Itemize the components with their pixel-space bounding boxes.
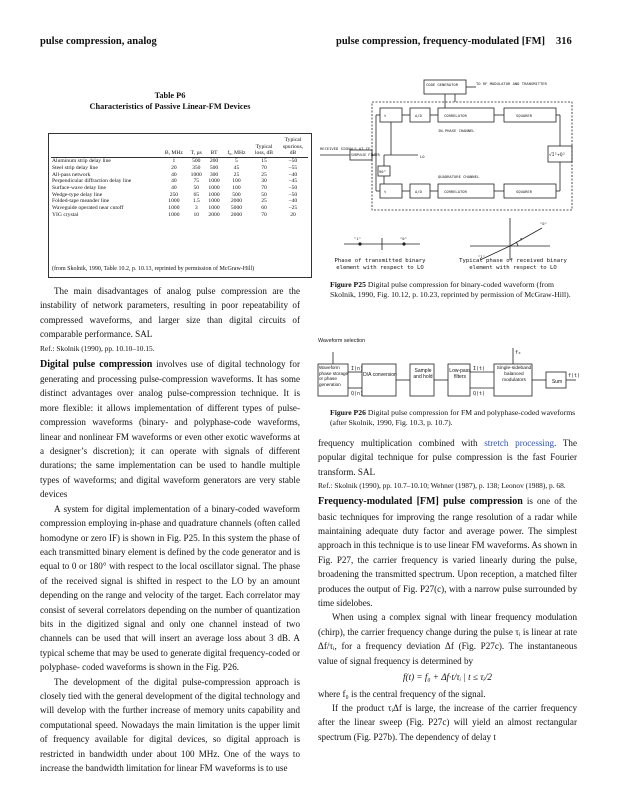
paragraph: If the product τᵢΔf is large, the increase of the carrier frequency after the linear sweep (Fig. P27c) will yield an almost rectangular spectrum (Fig. P27b). The dependency of delay t (318, 702, 577, 742)
code-generator-label: CODE GENERATOR (426, 82, 459, 87)
qn-label: Q(n) (351, 391, 364, 397)
subpulse-filter-label: SUBPULSE FILTER (351, 153, 380, 157)
table-cell: 25 (261, 198, 267, 205)
table-row (51, 212, 308, 219)
table-cell: 60 (261, 205, 267, 212)
paragraph (40, 357, 300, 502)
table-cell: 65 (193, 191, 200, 198)
device-name-cell: Wedge-type delay line (52, 191, 103, 198)
table-cell: –40 (288, 198, 298, 205)
device-name-cell: Perpendicular diffraction delay line (52, 178, 132, 185)
table-cell: 100 (232, 184, 241, 191)
table-cell: 350 (192, 164, 201, 171)
caption-text: Digital pulse compression for binary-coded waveform (from Skolnik, 1990, Fig. 10.12, p. 10.23, reprinted by permission of McGraw-Hill). (330, 280, 571, 300)
ad-2-label: A/D (415, 189, 422, 194)
paragraph: A system for digital implementation of a binary-coded waveform compression employing in-phase and quadrature channels (often called homodyne or zero IF) is shown in Fig. P25. In this system the phase of each transmitted binary element is defined by the code generator and is equal to 0 or 180° with respect to the local oscillator signal. The phase of the received signal is shifted in respect to the LO by an amount depending on the range and velocity of the target. Each correlator may consist of several correlators depending on the number of quantization bits in the digitized signal and only one channel instead of two channels can be used that will insert an average loss about 3 dB. A typical scheme that may be used to generate digital frequency-coded or polyphase- coded waveforms is shown in the Fig. P26. (40, 503, 300, 673)
equation: f(t) = f₀ + Δf·t/τᵢ | t ≤ τᵢ/2 (403, 672, 492, 683)
device-name-cell: All-pass network (52, 171, 91, 178)
phasor-one-label: "1" (354, 236, 361, 241)
table-cell: 70 (261, 164, 267, 171)
table-cell: 5000 (230, 205, 243, 212)
magnitude-label: √I²+Q² (549, 153, 566, 158)
tdet-2-label: t (384, 189, 387, 194)
ssb-label: Single-sideband balanced modulators (496, 366, 532, 383)
table-cell: 500 (209, 164, 219, 171)
phasor-caption-right: Typical phase of received binary element with respect to LO (459, 258, 567, 271)
device-name-cell: Aluminum strip delay line (52, 158, 111, 165)
col-t: T, µs (187, 137, 205, 158)
device-name-cell: YIG crystal (52, 211, 79, 218)
term: Frequency-modulated [FM] pulse compression (318, 496, 523, 508)
table-cell: 25 (261, 171, 267, 178)
figure-p25-caption (330, 280, 580, 300)
table-cell: 15 (261, 158, 267, 165)
table-cell: –50 (288, 184, 298, 191)
device-name-cell: Waveguide operated near cutoff (52, 205, 124, 212)
paragraph-text: frequency multiplication combined with (318, 438, 485, 448)
table-cell: 40 (171, 171, 177, 178)
caption-label: Figure P26 (330, 408, 366, 417)
page-number: 316 (556, 36, 572, 47)
col-spur: Typical spurious, dB (278, 137, 308, 158)
paragraph-text: is one of the basic techniques for improving the range resolution of a radar while maintaining adequate duty factor and average power. The simplest approach in this technique is to use linear FM waveforms. As shown in Fig. P27, the carrier frequency is varied linearly during the pulse, broadening the transmitted spectrum. Upon reception, a matched filter produces the output of Fig. P27(c), with a narrow pulse surrounded by time sidelobes. (318, 496, 577, 609)
characteristics-table (51, 137, 308, 218)
correlator-2-label: CORRELATOR (444, 189, 467, 194)
it-label: I(t) (473, 366, 486, 372)
da-label: D/A conversion (363, 372, 397, 378)
table-cell: 1000 (190, 171, 202, 178)
table-header-row (51, 137, 308, 158)
table-cell: 30 (261, 178, 267, 185)
table-cell: 1.5 (192, 198, 200, 205)
table-cell: 1000 (208, 191, 220, 198)
phasor-one-2-label: "1" (478, 254, 485, 259)
table-cell: 1000 (208, 198, 220, 205)
running-header-left: pulse compression, analog (40, 36, 157, 47)
paragraph (318, 436, 577, 479)
figure-p26-caption (330, 408, 580, 428)
table-cell: 1000 (208, 205, 220, 212)
table-cell: 2000 (208, 211, 220, 218)
device-name-cell: Surface-wave delay line (52, 184, 107, 191)
col-f0: f₀, MHz (223, 137, 250, 158)
squarer-2-label: SQUARER (516, 189, 533, 194)
f0-label: f₀ (515, 350, 522, 356)
table-cell: 40 (171, 184, 177, 191)
table-row (51, 192, 308, 199)
table-cell: –55 (288, 164, 298, 171)
left-column (40, 284, 300, 775)
table-cell: –45 (288, 178, 298, 185)
paragraph-text: . The popular digital technique for pulse compression is the fast Fourier transform. SAL (318, 438, 577, 477)
in-label: I(n) (351, 366, 364, 372)
figure-p25-diagram (320, 78, 578, 258)
table-cell: 1000 (168, 198, 180, 205)
table-cell: 100 (232, 178, 241, 185)
received-signals-label: RECEIVED SIGNALS AT IF (320, 146, 371, 151)
table-cell: 1000 (168, 205, 180, 212)
table-row (51, 178, 308, 185)
table-cell: –25 (288, 205, 298, 212)
table-cell: 70 (261, 211, 267, 218)
table-note: (from Skolnik, 1990, Table 10.2, p. 10.13, reprinted by permission of McGraw-Hill) (52, 266, 255, 272)
tdet-1-label: t (384, 113, 387, 118)
stretch-processing-link[interactable]: stretch processing (484, 438, 555, 448)
table-cell: 70 (261, 184, 267, 191)
phasor-zero-label: "0" (400, 236, 407, 241)
table-cell: 1 (172, 158, 176, 165)
table-title: Characteristics of Passive Linear-FM Devices (89, 102, 251, 111)
ad-1-label: A/D (415, 113, 422, 118)
correlator-1-label: CORRELATOR (444, 113, 467, 118)
phase-storage-label: Waveform phase storage or phase generation (319, 365, 349, 387)
table-cell: 50 (193, 184, 200, 191)
table-row (51, 165, 308, 172)
da-block (362, 364, 396, 396)
figure-p26-diagram (318, 336, 581, 416)
quadrature-label: QUADRATURE CHANNEL (438, 174, 480, 179)
phase-shift-label: 90° (379, 169, 386, 174)
table-cell: 1000 (168, 211, 180, 218)
table-cell: 25 (233, 171, 240, 178)
paragraph: The development of the digital pulse-compression approach is closely tied with the general development of the digital technology and will develop with the further increase of memory units capability and computational speed. Nowadays the main limitation is the upper limit of frequency available for digital devices, so digital approach is restricted in bandwidth under about 100 MHz. One of the ways to increase the bandwidth limitation for linear FM waveforms is to use (40, 676, 300, 773)
table-cell: 500 (192, 158, 201, 165)
right-column (318, 436, 577, 744)
col-loss: Typical loss, dB (250, 137, 278, 158)
phi-label: φ (520, 236, 523, 241)
table-cell: 1000 (208, 184, 220, 191)
table-cell: 20 (290, 211, 296, 218)
table-row (51, 185, 308, 192)
ft-label: f(t) (568, 373, 581, 379)
table-cell: 10 (193, 211, 200, 218)
reference: Ref.: Skolnik (1990), pp. 10.7–10.10; Wehner (1987), p. 138; Leonov (1988), p. 68. (318, 481, 566, 491)
col-b: B, MHz (160, 137, 187, 158)
table-cell: 3 (194, 205, 198, 212)
caption-text: Digital pulse compression for FM and polyphase-coded waveforms (after Skolnik, 1990, Fig. 10.3, p. 10.7). (330, 408, 576, 428)
table-label: Table P6 (154, 91, 186, 100)
table-cell: 40 (171, 178, 177, 185)
table-cell: –50 (288, 191, 298, 198)
sample-hold-label: Sample and hold (413, 368, 433, 380)
table-row (51, 205, 308, 212)
table-cell: 2000 (230, 198, 243, 205)
phasor-caption-left: Phase of transmitted binary element with respect to LO (334, 258, 426, 271)
table-cell: 5 (235, 158, 238, 165)
table-row (51, 158, 308, 165)
table-cell: –50 (288, 158, 298, 165)
device-name-cell: Steel strip delay line (52, 164, 98, 171)
table-cell: 75 (193, 178, 200, 185)
table-cell: 45 (233, 164, 240, 171)
paragraph: When using a complex signal with linear frequency modulation (chirp), the carrier frequency change during the pulse τᵢ is linear at rate Δf/τᵢ, for a frequency deviation Δf (Fig. P27c). The instantaneous value of signal frequency is determined by (318, 612, 577, 666)
table-cell: 50 (261, 191, 267, 198)
table-cell: 300 (209, 171, 219, 178)
table-cell: 2000 (230, 211, 243, 218)
table-cell: –40 (288, 171, 298, 178)
running-header-right: pulse compression, frequency-modulated [FM] (336, 36, 546, 47)
reference: Ref.: Skolnik (1990), pp. 10.10–10.15. (40, 343, 155, 353)
table-cell: 250 (169, 191, 179, 198)
table-cell: 200 (209, 158, 219, 165)
paragraph: where f₀ is the central frequency of the signal. (318, 688, 486, 699)
col-bt: BT (205, 137, 223, 158)
squarer-1-label: SQUARER (516, 113, 533, 118)
waveform-selection-label: Waveform selection (318, 338, 366, 344)
qt-label: Q(t) (473, 391, 486, 397)
sum-label: Sum (551, 379, 563, 385)
term: Digital pulse compression (40, 358, 153, 370)
paragraph (318, 494, 577, 610)
table-cell: 20 (171, 164, 177, 171)
phasor-zero-2-label: "0" (540, 221, 547, 226)
lowpass-label: Low-pass filters (449, 368, 471, 380)
to-modulator-label: TO RF MODULATOR AND TRANSMITTER (476, 81, 547, 86)
table-cell: 1000 (208, 178, 220, 185)
device-name-cell: Folded-tape meander line (52, 198, 110, 205)
lo-label: LO (420, 154, 425, 159)
paragraph-text: involves use of digital technology for generating and processing pulse-compression waveforms. It has some distinct advantages over analog pulse-compression technique. It is more flexible: it allows implementation of different types of pulse-compression waveforms (binary- and polyphase-code waveforms, linear and nonlinear FM waveforms or even other exotic waveforms at a designer’s discretion); it can operate with signals of different durations; the same implementation can be used to handle multiple types of waveforms; and digital waveform generators are very stable devices (40, 358, 300, 500)
table-cell: 500 (232, 191, 241, 198)
paragraph: The main disadvantages of analog pulse compression are the instability of network parameters, resulting in poor repeatability of compressed waveforms, and larger size than digital circuits of comparable performance. SAL (40, 286, 300, 340)
col-device (51, 137, 160, 158)
caption-label: Figure P25 (330, 280, 366, 289)
inphase-label: IN-PHASE CHANNEL (438, 128, 475, 133)
